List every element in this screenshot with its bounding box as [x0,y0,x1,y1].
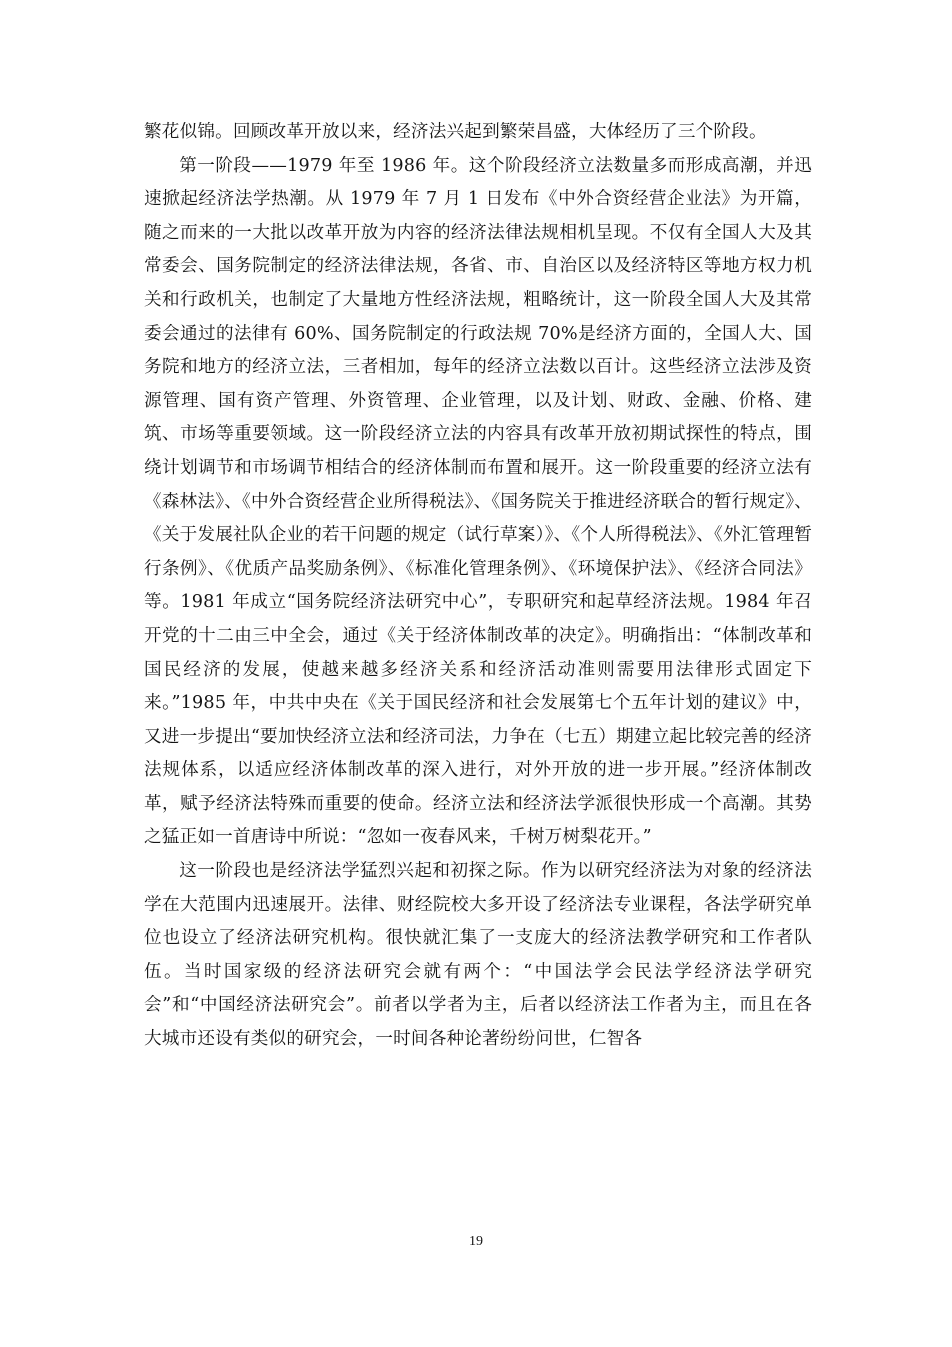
page-number: 19 [469,1234,483,1249]
paragraph-first-stage: 第一阶段——1979 年至 1986 年。这个阶段经济立法数量多而形成高潮，并迅速掀起经济法学热潮。从 1979 年 7 月 1 日发布《中外合资经营企业法》为开篇，随之而来的一大批以改革开放为内容的经济法律法规相机呈现。不仅有全国人大及其常委会、国务院制定的经济法律法规，各省、市、自治区以及经济特区等地方权力机关和行政机关，也制定了大量地方性经济法规，粗略统计，这一阶段全国人大及其常委会通过的法律有 60%、国务院制定的行政法规 70%是经济方面的，全国人大、国务院和地方的经济立法，三者相加，每年的经济立法数以百计。这些经济立法涉及资源管理、国有资产管理、外资管理、企业管理，以及计划、财政、金融、价格、建筑、市场等重要领域。这一阶段经济立法的内容具有改革开放初期试探性的特点，围绕计划调节和市场调节相结合的经济体制而布置和展开。这一阶段重要的经济立法有《森林法》、《中外合资经营企业所得税法》、《国务院关于推进经济联合的暂行规定》、《关于发展社队企业的若干问题的规定（试行草案）》、《个人所得税法》、《外汇管理暂行条例》、《优质产品奖励条例》、《标准化管理条例》、《环境保护法》、《经济合同法》等。1981 年成立“国务院经济法研究中心”，专职研究和起草经济法规。1984 年召开党的十二由三中全会，通过《关于经济体制改革的决定》。明确指出：“体制改革和国民经济的发展，使越来越多经济关系和经济活动准则需要用法律形式固定下来。”1985 年，中共中央在《关于国民经济和社会发展第七个五年计划的建议》中，又进一步提出“要加快经济立法和经济司法，力争在（七五）期建立起比较完善的经济法规体系，以适应经济体制改革的深入进行，对外开放的进一步开展。”经济体制改革，赋予经济法特殊而重要的使命。经济立法和经济法学派很快形成一个高潮。其势之猛正如一首唐诗中所说：“忽如一夜春风来，千树万树梨花开。” [144,155,812,848]
paragraph-continuation: 繁花似锦。回顾改革开放以来，经济法兴起到繁荣昌盛，大体经历了三个阶段。 [144,122,767,142]
paragraph-economic-law-rise: 这一阶段也是经济法学猛烈兴起和初探之际。作为以研究经济法为对象的经济法学在大范围内迅速展开。法律、财经院校大多开设了经济法专业课程，各法学研究单位也设立了经济法研究机构。很快就汇集了一支庞大的经济法教学研究和工作者队伍。当时国家级的经济法研究会就有两个：“中国法学会民法学经济法学研究会”和“中国经济法研究会”。前者以学者为主，后者以经济法工作者为主，而且在各大城市还设有类似的研究会，一时间各种论著纷纷问世，仁智各 [144,861,812,1050]
body-text [144,116,812,1057]
